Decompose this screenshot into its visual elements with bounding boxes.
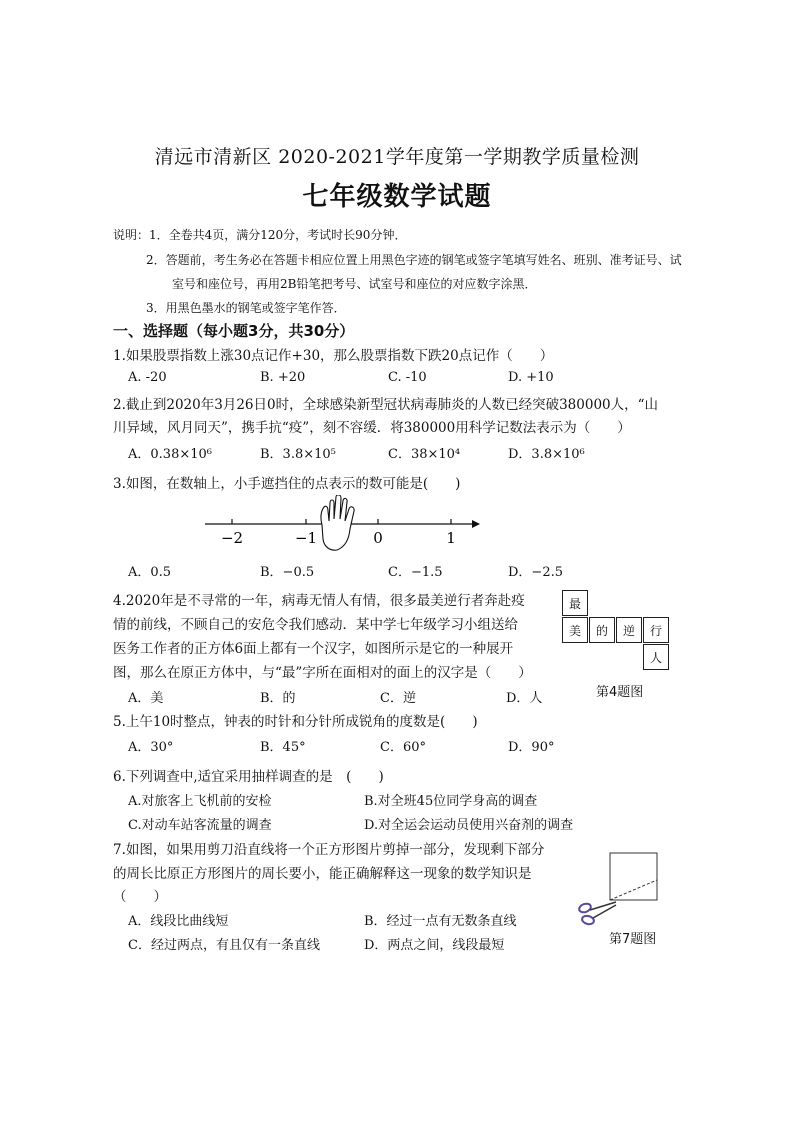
question-7-line1: 7.如图，如果用剪刀沿直线将一个正方形图片剪掉一部分，发现剩下部分 [113,842,545,858]
tick-label: 1 [446,529,456,547]
q1-option-d: D. +10 [508,370,554,385]
q1-option-b: B. +20 [260,370,306,385]
exam-title: 清远市清新区 2020-2021学年度第一学期教学质量检测 [154,146,640,168]
q2-option-a: A．0.38×10⁶ [128,447,212,462]
q4-option-c: C．逆 [380,691,416,706]
number-line-arrow [472,520,480,528]
figure-4-caption: 第4题图 [596,685,644,700]
q3-option-c: C．−1.5 [388,565,443,580]
question-7-line2: 的周长比原正方形图片的周长要小，能正确解释这一现象的数学知识是 [113,866,532,882]
q4-option-a: A．美 [128,691,164,706]
note-2-line2: 室号和座位号，再用2B铅笔把考号、试室号和座位的对应数字涂黑． [172,277,537,291]
question-5: 5.上午10时整点，钟表的时针和分针所成锐角的度数是( ) [113,714,478,730]
question-3: 3.如图，在数轴上，小手遮挡住的点表示的数可能是( ) [113,476,461,492]
question-4-line3: 医务工作者的正方体6面上都有一个汉字，如图所示是它的一种展开 [113,641,514,657]
q2-option-b: B．3.8×10⁵ [260,447,336,462]
q7-option-c: C．经过两点，有且仅有一条直线 [128,938,320,953]
scissors-square-figure [576,850,666,930]
square-picture [610,853,657,900]
question-2-line1: 2.截止到2020年3月26日0时，全球感染新型冠状病毒肺炎的人数已经突破380000人，“山 [113,397,659,413]
net-cell: 最 [562,590,588,616]
number-line-figure [200,495,485,555]
net-cell: 人 [643,644,669,670]
q4-option-d: D．人 [506,691,543,706]
q1-option-c: C. -10 [388,370,427,385]
q7-option-b: B．经过一点有无数条直线 [364,914,517,929]
question-7-line3: （ ） [113,889,167,905]
q6-option-c: C.对动车站客流量的调查 [128,818,272,833]
question-1: 1.如果股票指数上涨30点记作+30，那么股票指数下跌20点记作（ ） [113,348,554,364]
note-2-line1: 2．答题前，考生务必在答题卡相应位置上用黑色字迹的钢笔或签字笔填写姓名、班别、准考证号、试 [146,253,682,267]
q7-option-d: D．两点之间，线段最短 [364,938,505,953]
q5-option-a: A．30° [128,740,174,755]
q3-option-b: B．−0.5 [260,565,315,580]
q6-option-b: B.对全班45位同学身高的调查 [364,794,538,809]
q3-option-d: D．−2.5 [508,565,563,580]
tick-label: −1 [294,529,318,547]
q5-option-d: D．90° [508,740,555,755]
q6-option-a: A.对旅客上飞机前的安检 [128,794,272,809]
q4-option-b: B．的 [260,691,296,706]
q3-option-a: A．0.5 [128,565,172,580]
cut-line [610,880,657,900]
hand-icon [321,495,354,550]
question-6: 6.下列调查中,适宜采用抽样调查的是 ( ) [113,769,384,785]
q2-option-d: D．3.8×10⁶ [508,447,585,462]
figure-7-caption: 第7题图 [609,932,657,947]
q2-option-c: C．38×10⁴ [388,447,461,462]
q7-option-a: A．线段比曲线短 [128,914,229,929]
net-cell: 逆 [616,617,642,643]
q1-option-a: A. -20 [128,370,167,385]
note-1: 说明：1．全卷共4页，满分120分，考试时长90分钟． [113,228,407,242]
scissors-icon [578,902,616,925]
section-title: 一、选择题（每小题3分，共30分） [113,322,355,340]
question-4-line1: 4.2020年是不寻常的一年，病毒无情人有情，很多最美逆行者奔赴疫 [113,593,525,609]
question-2-line2: 川异域，风月同天”，携手抗“疫”，刻不容缓．将380000用科学记数法表示为（ ） [113,420,631,436]
exam-subtitle: 七年级数学试题 [302,182,492,212]
tick-label: −2 [220,529,244,547]
cube-net-figure [562,590,672,672]
net-cell: 美 [562,617,588,643]
question-4-line4: 图，那么在原正方体中，与“最”字所在面相对的面上的汉字是（ ） [113,665,532,681]
note-3: 3．用黑色墨水的钢笔或签字笔作答． [146,301,346,315]
q5-option-b: B．45° [260,740,306,755]
q6-option-d: D.对全运会运动员使用兴奋剂的调查 [364,818,574,833]
tick-label: 0 [373,529,383,547]
net-cell: 行 [643,617,669,643]
net-cell: 的 [589,617,615,643]
q5-option-c: C．60° [380,740,426,755]
question-4-line2: 情的前线，不顾自己的安危令我们感动．某中学七年级学习小组送给 [113,617,518,633]
